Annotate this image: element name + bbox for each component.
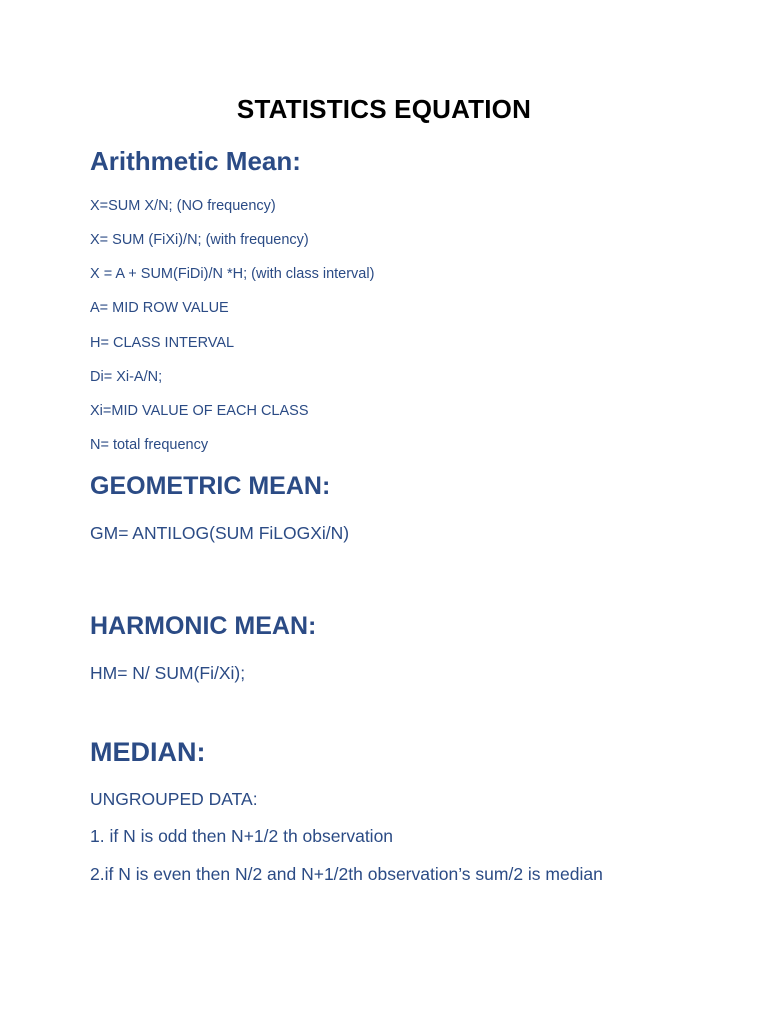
arithmetic-line-6: Di= Xi-A/N;	[90, 369, 163, 385]
harmonic-mean-heading: HARMONIC MEAN:	[90, 612, 317, 640]
median-line-2: 1. if N is odd then N+1/2 th observation	[90, 826, 394, 846]
document-title: STATISTICS EQUATION	[236, 94, 532, 124]
arithmetic-line-4: A= MID ROW VALUE	[90, 300, 229, 316]
median-line-3: 2.if N is even then N/2 and N+1/2th observation’s sum/2 is median	[90, 864, 603, 884]
arithmetic-line-3: X = A + SUM(FiDi)/N *H; (with class interval)	[90, 266, 375, 282]
arithmetic-line-2: X= SUM (FiXi)/N; (with frequency)	[90, 232, 309, 248]
geometric-mean-heading: GEOMETRIC MEAN:	[90, 472, 331, 500]
harmonic-line-1: HM= N/ SUM(Fi/Xi);	[90, 663, 246, 683]
geometric-line-1: GM= ANTILOG(SUM FiLOGXi/N)	[90, 523, 350, 543]
arithmetic-line-7: Xi=MID VALUE OF EACH CLASS	[90, 403, 309, 419]
arithmetic-line-1: X=SUM X/N; (NO frequency)	[90, 198, 276, 214]
arithmetic-line-5: H= CLASS INTERVAL	[90, 335, 235, 351]
median-heading: MEDIAN:	[90, 737, 206, 767]
median-line-1: UNGROUPED DATA:	[90, 789, 258, 809]
arithmetic-line-8: N= total frequency	[90, 437, 209, 453]
arithmetic-mean-heading: Arithmetic Mean:	[90, 146, 301, 176]
